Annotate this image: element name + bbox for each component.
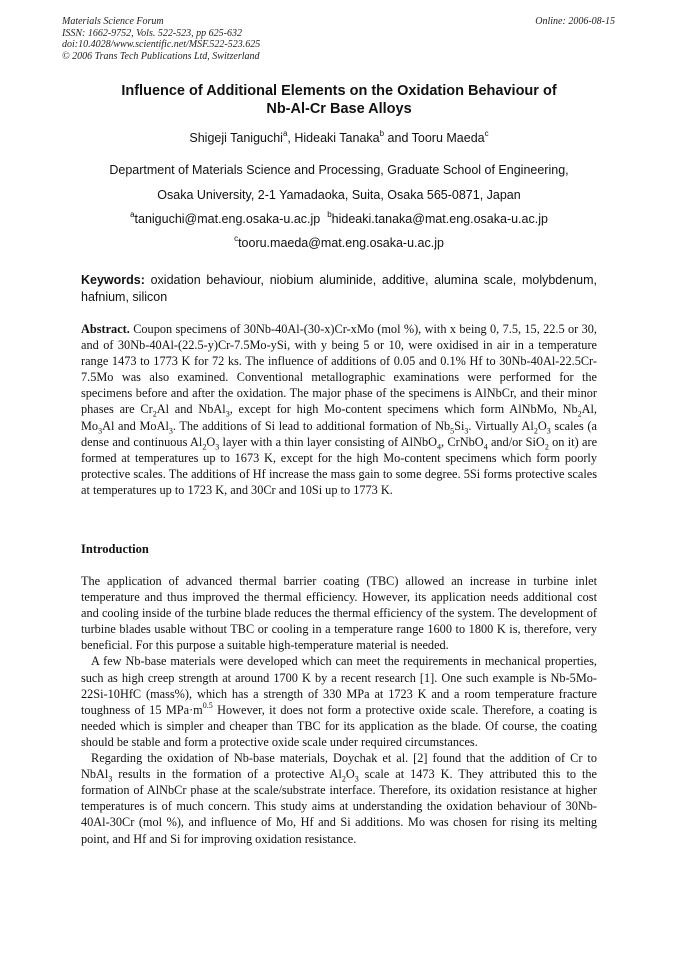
email-a[interactable]: taniguchi@mat.eng.osaka-u.ac.jp <box>134 212 321 226</box>
paper-title <box>70 82 608 118</box>
introduction-body <box>81 573 597 847</box>
author-1-affil-mark: a <box>282 128 288 138</box>
abstract-text: Coupon specimens of 30Nb-40Al-(30-x)Cr-xMo (mol %), with x being 0, 7.5, 15, 22.5 or 30, and of 30Nb-40Al-(22.5-y)Cr-7.5Mo-ySi, with y being 5 or 10, were oxidised in air in a temperature range 1473 to 1773 K for 72 ks. The influence of additions of 0.05 and 0.1% Hf to 30Nb-40Al-22.5Cr-7.5Mo was also examined. Conventional metallographic examinations were performed for the specimens before and after the oxidation. The major phase of the specimens is AlNbCr, and their minor phases are $Cr_2Al$ and NbAl$_3$, except for high Mo-content specimens which form AlNbMo, $Nb_2Al$, $Mo_3Al$ and MoAl$_3$. The additions of Si lead to additional formation of $Nb_5Si_3$. Virtually $Al_2O_3$ scales (a dense and continuous $Al_2O_3$ layer with a thin layer consisting of AlNbO$_4$, CrNbO$_4$ and/or SiO$_2$ on it) are formed at temperatures up to 1673 K, except for the high Mo-content specimens which form poorly protective scales. The additions of Hf increase the mass gain to some degree. 5Si forms protective scales at temperatures up to 1723 K, and 30Cr and 10Si up to 1773 K. <box>81 322 598 497</box>
keywords <box>81 272 597 306</box>
author-2: , Hideaki Tanaka <box>287 131 380 145</box>
author-1: Shigeji Taniguchi <box>189 131 283 145</box>
journal-name: Materials Science Forum <box>62 16 164 27</box>
keywords-label: Keywords: <box>81 273 145 287</box>
online-date: Online: 2006-08-15 <box>535 16 615 27</box>
abstract-label: Abstract. <box>81 322 130 336</box>
author-2-affil-mark: b <box>379 128 385 138</box>
journal-header <box>62 16 615 62</box>
doi-line: doi:10.4028/www.scientific.net/MSF.522-523.625 <box>62 39 261 50</box>
abstract <box>81 321 597 498</box>
author-3: and Tooru Maeda <box>384 131 485 145</box>
author-3-affil-mark: c <box>484 128 489 138</box>
keywords-text: oxidation behaviour, niobium aluminide, additive, alumina scale, molybdenum, hafnium, silicon <box>81 273 597 304</box>
email-line-2 <box>70 233 608 250</box>
affiliation-line-2: Osaka University, 2-1 Yamadaoka, Suita, Osaka 565-0871, Japan <box>157 188 521 202</box>
title-line-1: Influence of Additional Elements on the Oxidation Behaviour of <box>121 83 557 99</box>
copyright-line: © 2006 Trans Tech Publications Ltd, Switzerland <box>62 50 260 62</box>
intro-paragraph-2: A few Nb-base materials were developed which can meet the requirements in mechanical properties, such as high creep strength at around 1700 K by a recent research [1]. One such example is Nb-5Mo-22Si-10HfC (mass%), which has a strength of 330 MPa at 1723 K and a room temperature fracture toughness of 15 $MPa\cdot m^{0.5}$ However, it does not form a protective oxide scale. Therefore, a coating is needed which is simpler and cheaper than TBC for its application as the blade. Of course, the coating should be stable and form a protective oxide scale under required circumstances. <box>81 654 598 749</box>
email-c-mark: c <box>234 233 239 243</box>
intro-paragraph-3: Regarding the oxidation of Nb-base materials, Doychak et al. [2] found that the addition of Cr to NbAl$_3$ results in the formation of a protective $Al_2O_3$ scale at 1473 K. They attributed this to the formation of AlNbCr phase at the scale/substrate interface. Therefore, its oxidation resistance at higher temperatures is of much concern. This study aims at understanding the oxidation behaviour of 30Nb-40Al-30Cr (mol %), and influence of Mo, Hf and Si additions. Mo was chosen for rising its melting point, and Hf and Si for improving oxidation resistance. <box>81 751 598 846</box>
intro-paragraph-1: The application of advanced thermal barrier coating (TBC) allowed an increase in turbine inlet temperature and thus improved the thermal efficiency. However, its application needs additional cost and cooling inside of the turbine blade reduces the thermal efficiency of the system. The development of turbine blades usable without TBC or cooling in a temperature range 1600 to 1800 K is, therefore, very beneficial. For this purpose a suitable high-temperature material is needed. <box>81 574 597 653</box>
title-line-2: Nb-Al-Cr Base Alloys <box>266 101 412 117</box>
email-b-mark: b <box>327 209 332 219</box>
author-list <box>70 128 608 145</box>
email-line-1 <box>70 209 608 226</box>
introduction-heading: Introduction <box>81 542 149 556</box>
email-b[interactable]: hideaki.tanaka@mat.eng.osaka-u.ac.jp <box>331 212 548 226</box>
email-c[interactable]: tooru.maeda@mat.eng.osaka-u.ac.jp <box>238 236 444 250</box>
email-a-mark: a <box>130 209 135 219</box>
affiliation-line-1: Department of Materials Science and Processing, Graduate School of Engineering, <box>109 163 569 177</box>
issn-line: ISSN: 1662-9752, Vols. 522-523, pp 625-632 <box>62 27 242 39</box>
